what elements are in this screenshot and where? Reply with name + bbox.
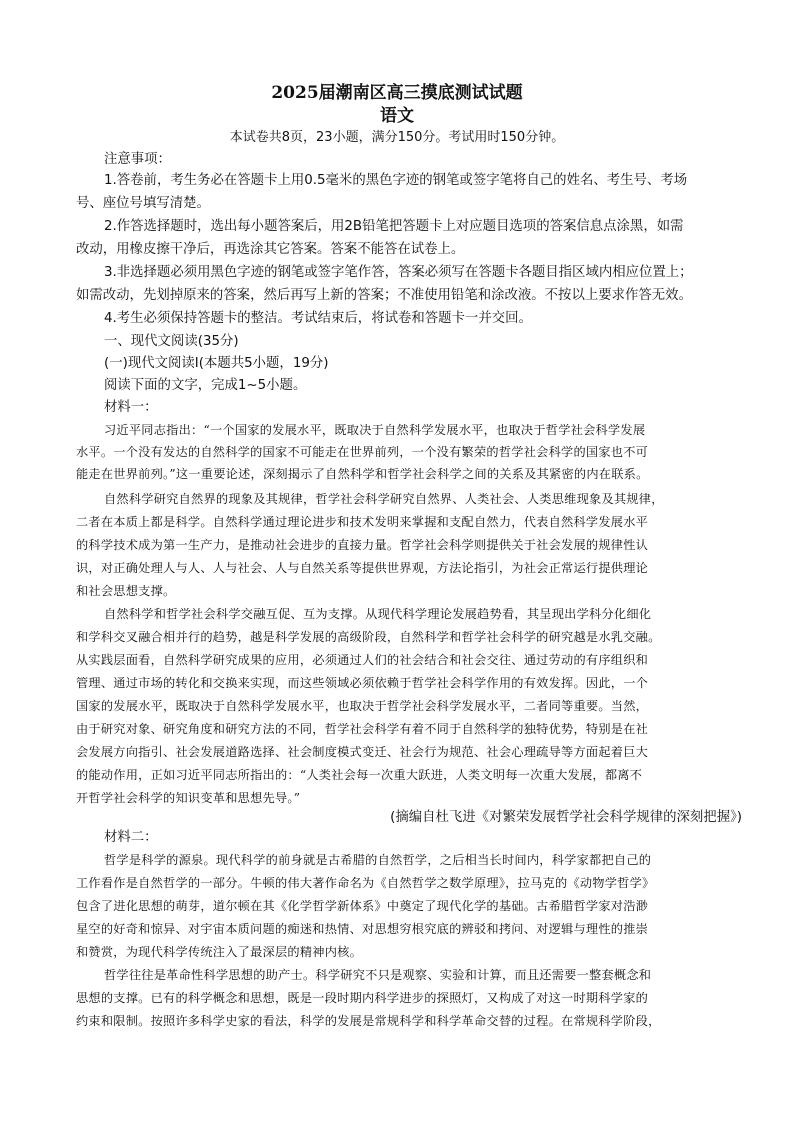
material2-line: 思想的支撑。已有的科学概念和思想，既是一段时期内科学进步的探照灯，又构成了对这一时期科学家的 [76, 991, 649, 1005]
section-heading: 一、现代文阅读(35分) [104, 334, 239, 349]
material1-line: 开哲学社会科学的知识变革和思想先导。” [76, 791, 301, 805]
notes-line: 号、座位号填写清楚。 [76, 196, 210, 211]
material1-line: 识，对正确处理人与人、人与社会、人与自然关系等提供世界观，方法论指引，为社会正常运行提供理论 [76, 561, 649, 575]
notes-line: 改动，用橡皮擦干净后，再选涂其它答案。答案不能答在试卷上。 [76, 242, 465, 257]
material1-line: 和学科交叉融合相并行的趋势，越是科学发展的高级阶段，自然科学和哲学社会科学的研究越是水乳交融。 [76, 630, 661, 644]
material1-line: 会发展方向指引、社会发展道路选择、社会制度模式变迁、社会行为规范、社会心理疏导等方面起着巨大 [76, 745, 649, 759]
material2-line: 哲学是科学的源泉。现代科学的前身就是古希腊的自然哲学，之后相当长时间内，科学家都把自己的 [104, 853, 652, 867]
material2-line: 星空的好奇和惊异、对宇宙本质问题的痴迷和热情、对思想穷根究底的辨驳和拷问、对逻辑与理性的推崇 [76, 922, 649, 936]
reading-instruction: 阅读下面的文字，完成1~5小题。 [104, 378, 307, 393]
material2-line: 包含了进化思想的萌芽，道尔顿在其《化学哲学新体系》中奠定了现代化学的基础。古希腊哲学家对浩渺 [76, 899, 649, 913]
material2-line: 哲学往往是革命性科学思想的助产士。科学研究不只是观察、实验和计算，而且还需要一整套概念和 [104, 968, 652, 982]
exam-title: 2025届潮南区高三摸底测试试题 [271, 83, 523, 103]
material1-line: 的科学技术成为第一生产力，是推动社会进步的直接力量。哲学社会科学则提供关于社会发展的规律性认 [76, 538, 649, 552]
notes-line: 4.考生必须保持答题卡的整洁。考试结束后，将试卷和答题卡一并交回。 [104, 311, 532, 326]
material2-line: 和赞赏，为现代科学传统注入了最深层的精神内核。 [76, 945, 363, 959]
material1-line: 从实践层面看，自然科学研究成果的应用，必须通过人们的社会结合和社会交往、通过劳动的有序组织和 [76, 653, 649, 667]
material1-line: 管理、通过市场的转化和交换来实现，而这些领域必须依赖于哲学社会科学作用的有效发挥。因此，一个 [76, 676, 649, 690]
material2-line: 工作看作是自然哲学的一部分。牛顿的伟大著作命名为《自然哲学之数学原理》，拉马克的《动物学哲学》 [76, 876, 655, 890]
material1-line: 习近平同志指出：“一个国家的发展水平，既取决于自然科学发展水平，也取决于哲学社会科学发展 [104, 423, 646, 437]
exam-info: 本试卷共8页，23小题，满分150分。考试用时150分钟。 [229, 130, 565, 145]
material1-line: 由于研究对象、研究角度和研究方法的不同，哲学社会科学有着不同于自然科学的独特优势，特别是在社 [76, 722, 649, 736]
material1-line: 国家的发展水平，既取决于自然科学发展水平，也取决于哲学社会科学发展水平，二者同等重要。当然， [76, 699, 649, 713]
material1-line: 能走在世界前列。”这一重要论述，深刻揭示了自然科学和哲学社会科学之间的关系及其紧密的内在联系。 [76, 467, 649, 481]
material1-label: 材料一： [104, 400, 158, 415]
material1-line: 的能动作用，正如习近平同志所指出的：“人类社会每一次重大跃进，人类文明每一次重大发展，都离不 [76, 768, 643, 782]
material2-line: 约束和限制。按照许多科学史家的看法，科学的发展是常规科学和科学革命交替的过程。在常规科学阶段， [76, 1014, 661, 1028]
notes-line: 2.作答选择题时，选出每小题答案后，用2B铅笔把答题卡上对应题目选项的答案信息点涂黑，如需 [104, 219, 684, 234]
exam-subject: 语文 [380, 106, 414, 126]
material2-label: 材料二： [104, 830, 158, 845]
material1-line: 自然科学和哲学社会科学交融互促、互为支撑。从现代科学理论发展趋势看，其呈现出学科分化细化 [104, 607, 652, 621]
notes-line: 如需改动，先划掉原来的答案，然后再写上新的答案；不准使用铅笔和涂改液。不按以上要求作答无效。 [76, 288, 692, 303]
material1-line: 自然科学研究自然界的现象及其规律，哲学社会科学研究自然界、人类社会、人类思维现象及其规律， [104, 492, 664, 506]
material1-source: (摘编自杜飞进《对繁荣发展哲学社会科学规律的深刻把握》) [390, 810, 742, 825]
notes-line: 3.非选择题必须用黑色字迹的钢笔或签字笔作答，答案必须写在答题卡各题目指区域内相应位置上； [104, 265, 693, 280]
subsection-heading: (一)现代文阅读Ⅰ(本题共5小题，19分) [104, 356, 329, 371]
material1-line: 水平。一个没有发达的自然科学的国家不可能走在世界前列，一个没有繁荣的哲学社会科学的国家也不可 [76, 445, 649, 459]
notes-line: 1.答卷前，考生务必在答题卡上用0.5毫米的黑色字迹的钢笔或签字笔将自己的姓名、考生号、考场 [104, 173, 688, 188]
notes-heading: 注意事项： [104, 152, 171, 167]
material1-line: 二者在本质上都是科学。自然科学通过理论进步和技术发明来掌握和支配自然力，代表自然科学发展水平 [76, 515, 649, 529]
material1-line: 和社会思想支撑。 [76, 584, 176, 598]
